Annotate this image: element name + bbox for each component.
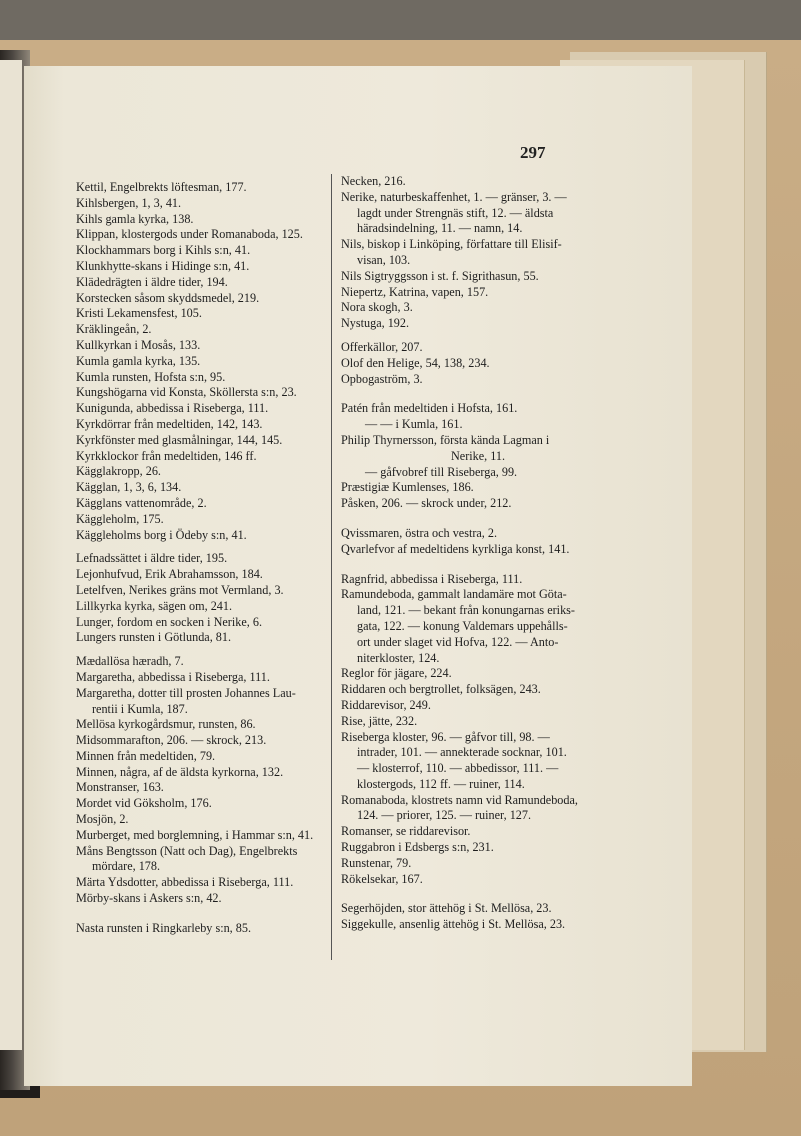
index-entry: Käggleholm, 175.: [76, 511, 164, 526]
index-entry: Margaretha, dotter till prosten Johannes Lau-: [76, 685, 296, 700]
index-entry: Klädedrägten i äldre tider, 194.: [76, 274, 228, 289]
index-entry-continuation: rentii i Kumla, 187.: [92, 701, 188, 716]
index-entry: Qvissmaren, östra och vestra, 2.: [341, 525, 498, 540]
index-entry: Kumla gamla kyrka, 135.: [76, 353, 201, 368]
index-entry: Ruggabron i Edsbergs s:n, 231.: [341, 840, 494, 855]
index-entry: Kägglakropp, 26.: [76, 464, 161, 479]
index-entry: Kettil, Engelbrekts löftesman, 177.: [76, 180, 247, 194]
index-entry: Måns Bengtsson (Natt och Dag), Engelbrekts: [76, 843, 298, 858]
index-entry: Märta Ydsdotter, abbedissa i Riseberga, 111.: [76, 875, 294, 890]
index-entry: Riddaren och bergtrollet, folksägen, 243.: [341, 682, 541, 697]
index-entry: Mosjön, 2.: [76, 812, 129, 827]
index-entry: Runstenar, 79.: [341, 855, 412, 870]
index-entry-continuation: gata, 122. — konung Valdemars uppehålls-: [357, 618, 568, 633]
index-entry-continuation: klostergods, 112 ff. — ruiner, 114.: [357, 776, 525, 791]
index-entry: Kyrkdörrar från medeltiden, 142, 143.: [76, 416, 263, 431]
index-entry: Käggleholms borg i Ödeby s:n, 41.: [76, 527, 247, 542]
index-entry: Præstigiæ Kumlenses, 186.: [341, 480, 474, 495]
index-entry: Romanaboda, klostrets namn vid Ramundeboda,: [341, 792, 578, 807]
index-entry: Påsken, 206. — skrock under, 212.: [341, 496, 512, 511]
index-entry: Kräklingeån, 2.: [76, 322, 152, 337]
index-entry: Kägglan, 1, 3, 6, 134.: [76, 480, 182, 495]
index-entry: — — i Kumla, 161.: [365, 417, 463, 432]
index-entry: Klippan, klostergods under Romanaboda, 125.: [76, 227, 303, 242]
index-entry: Minnen, några, af de äldsta kyrkorna, 132.: [76, 764, 284, 779]
index-entry: Kungshögarna vid Konsta, Sköllersta s:n, 23.: [76, 385, 297, 400]
page-number: 297: [520, 143, 546, 162]
index-entry: Necken, 216.: [341, 174, 406, 188]
index-entry: Ragnfrid, abbedissa i Riseberga, 111.: [341, 571, 523, 586]
index-entry: Mellösa kyrkogårdsmur, runsten, 86.: [76, 717, 256, 732]
index-entry: Niepertz, Katrina, vapen, 157.: [341, 284, 489, 299]
index-entry: Nerike, naturbeskaffenhet, 1. — gränser, 3. —: [341, 189, 567, 204]
index-entry: Kunigunda, abbedissa i Riseberga, 111.: [76, 401, 269, 416]
index-entry: Kumla runsten, Hofsta s:n, 95.: [76, 369, 226, 384]
index-entry: Nora skogh, 3.: [341, 300, 413, 315]
index-entry-continuation: land, 121. — bekant från konungarnas eriks-: [357, 603, 575, 618]
index-entry: Margaretha, abbedissa i Riseberga, 111.: [76, 669, 270, 684]
index-entry-continuation: häradsindelning, 11. — namn, 14.: [357, 221, 523, 236]
index-entry: Klunkhytte-skans i Hidinge s:n, 41.: [76, 258, 250, 273]
index-entry-continuation: ort under slaget vid Hofva, 122. — Anto-: [357, 634, 559, 649]
index-entry-continuation: intrader, 101. — annekterade socknar, 101.: [357, 745, 567, 760]
index-entry: Lejonhufvud, Erik Abrahamsson, 184.: [76, 567, 263, 582]
index-entry: Patén från medeltiden i Hofsta, 161.: [341, 401, 518, 416]
index-entry: Kyrkfönster med glasmålningar, 144, 145.: [76, 432, 283, 447]
index-entry: Olof den Helige, 54, 138, 234.: [341, 355, 490, 370]
left-page-edge: [0, 60, 22, 1050]
index-entry: Mædallösa hæradh, 7.: [76, 654, 184, 669]
index-entry: Monstranser, 163.: [76, 780, 164, 795]
index-entry: Nystuga, 192.: [341, 316, 410, 331]
index-entry: Mordet vid Göksholm, 176.: [76, 796, 212, 811]
index-entry-continuation: Nerike, 11.: [451, 448, 506, 463]
index-entry: Minnen från medeltiden, 79.: [76, 748, 216, 763]
index-entry: Kullkyrkan i Mosås, 133.: [76, 337, 201, 352]
index-entry: Kihls gamla kyrka, 138.: [76, 211, 194, 226]
index-entry: Murberget, med borglemning, i Hammar s:n, 41.: [76, 827, 314, 842]
index-entry: Lillkyrka kyrka, sägen om, 241.: [76, 598, 233, 613]
index-entry: Ramundeboda, gammalt landamäre mot Göta-: [341, 587, 567, 602]
index-entry: Nils Sigtryggsson i st. f. Sigrithasun, 55.: [341, 268, 539, 283]
index-entry: Lefnadssättet i äldre tider, 195.: [76, 551, 228, 566]
index-entry: — gåfvobref till Riseberga, 99.: [365, 464, 518, 479]
index-entry-continuation: niterkloster, 124.: [357, 650, 440, 665]
index-entry: Romanser, se riddarevisor.: [341, 824, 471, 839]
index-entry: Korstecken såsom skyddsmedel, 219.: [76, 290, 260, 305]
index-entry: Kyrkklockor från medeltiden, 146 ff.: [76, 448, 257, 463]
index-entry: Klockhammars borg i Kihls s:n, 41.: [76, 243, 251, 258]
index-entry: Qvarlefvor af medeltidens kyrkliga konst, 141.: [341, 541, 570, 556]
index-entry-continuation: — klosterrof, 110. — abbedissor, 111. —: [357, 761, 559, 776]
index-entry-continuation: lagdt under Strengnäs stift, 12. — äldsta: [357, 205, 554, 220]
index-entry: Kihlsbergen, 1, 3, 41.: [76, 195, 182, 210]
index-entry: Offerkällor, 207.: [341, 339, 423, 354]
index-entry: Opbogaström, 3.: [341, 371, 423, 386]
index-entry: Siggekulle, ansenlig ättehög i St. Mellösa, 23.: [341, 917, 566, 932]
index-entry: Riseberga kloster, 96. — gåfvor till, 98. —: [341, 729, 550, 744]
index-entry-continuation: visan, 103.: [357, 252, 411, 267]
index-entry-continuation: mördare, 178.: [92, 859, 161, 874]
index-entry: Nils, biskop i Linköping, författare till Elisif-: [341, 237, 562, 252]
index-entry: Nasta runsten i Ringkarleby s:n, 85.: [76, 920, 251, 935]
index-entry-continuation: 124. — priorer, 125. — ruiner, 127.: [357, 808, 532, 823]
index-entry: Lunger, fordom en socken i Nerike, 6.: [76, 614, 262, 629]
index-column-right: [341, 174, 591, 933]
column-divider: [331, 174, 332, 960]
index-entry: Philip Thyrnersson, första kända Lagman i: [341, 432, 550, 447]
index-entry: Riddarevisor, 249.: [341, 697, 431, 712]
index-entry: Reglor för jägare, 224.: [341, 666, 452, 681]
index-entry: Kägglans vattenområde, 2.: [76, 495, 207, 510]
index-entry: Mörby-skans i Askers s:n, 42.: [76, 891, 222, 906]
index-entry: Midsommarafton, 206. — skrock, 213.: [76, 733, 267, 748]
index-column-left: [76, 180, 328, 937]
index-entry: Segerhöjden, stor ättehög i St. Mellösa, 23.: [341, 901, 552, 916]
index-entry: Rise, jätte, 232.: [341, 713, 418, 728]
index-entry: Letelfven, Nerikes gräns mot Vermland, 3.: [76, 582, 284, 597]
index-entry: Rökelsekar, 167.: [341, 871, 423, 886]
index-entry: Kristi Lekamensfest, 105.: [76, 306, 202, 321]
index-entry: Lungers runsten i Götlunda, 81.: [76, 630, 232, 645]
